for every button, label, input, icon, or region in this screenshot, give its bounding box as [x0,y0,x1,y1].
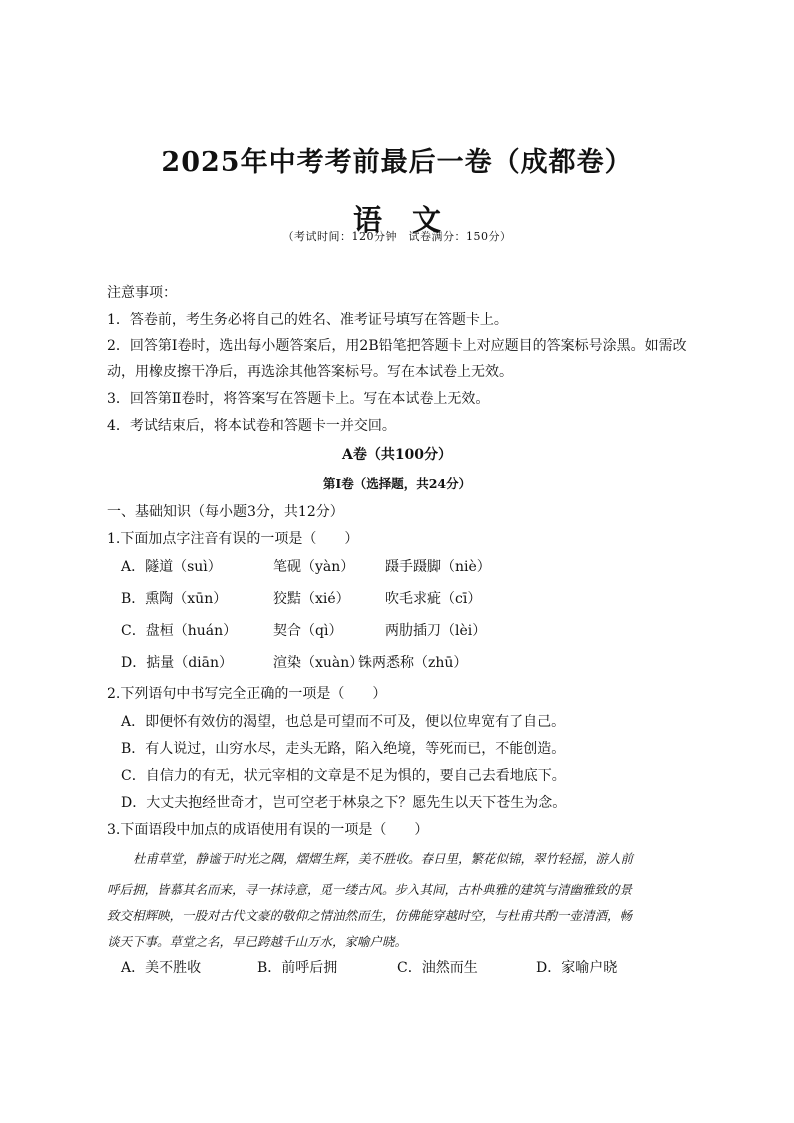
q1-option-cell: 契合（qì） [273,623,343,639]
exam-info: （考试时间：120分钟 试卷满分：150分） [282,230,512,243]
section-basic-heading: 一、基础知识（每小题3分，共12分） [107,504,344,520]
q2-option: B．有人说过，山穷水尽，走头无路，陷入绝境，等死而已，不能创造。 [121,741,566,757]
q2-stem: 2.下列语句中书写完全正确的一项是（ ） [107,686,387,702]
q3-answer-option: B．前呼后拥 [257,960,338,976]
part-one-heading: 第Ⅰ卷（选择题，共24分） [322,476,472,491]
q2-option: A．即便怀有效仿的渴望，也总是可望而不可及，便以位卑宽有了自己。 [121,714,566,730]
q1-option-cell: 笔砚（yàn） [273,559,355,575]
q1-option-cell: D．掂量（diān） [121,655,234,671]
note-item: 2．回答第Ⅰ卷时，选出每小题答案后，用2B铅笔把答题卡上对应题目的答案标号涂黑。如需改 [107,338,687,354]
subject-title: 语文 [352,203,471,237]
q3-answer-option: A．美不胜收 [121,960,202,976]
q1-option-cell: C．盘桓（huán） [121,623,238,639]
q1-option-cell: 铢两悉称（zhū） [358,655,468,671]
q3-answer-option: D．家喻户晓 [536,960,618,976]
q2-option: D．大丈夫抱经世奇才，岂可空老于林泉之下？愿先生以天下苍生为念。 [121,795,567,811]
q1-option-cell: 吹毛求疵（cī） [385,591,482,607]
q1-option-cell: 渲染（xuàn） [273,655,364,671]
note-item: 4．考试结束后，将本试卷和答题卡一并交回。 [107,418,396,434]
q1-option-cell: 蹑手蹑脚（niè） [385,559,491,575]
q1-option-cell: 两肋插刀（lèi） [385,623,487,639]
q3-passage-line: 谈天下事。草堂之名，早已跨越千山万水，家喻户晓。 [107,934,408,949]
note-item: 动，用橡皮擦干净后，再选涂其他答案标号。写在本试卷上无效。 [107,364,513,380]
paper-a-heading: A卷（共100分） [341,447,453,463]
q3-stem: 3.下面语段中加点的成语使用有误的一项是（ ） [107,822,429,838]
q1-option-cell: B．熏陶（xūn） [121,591,228,607]
exam-title: 2025年中考考前最后一卷（成都卷） [161,147,633,178]
note-item: 1．答卷前，考生务必将自己的姓名、准考证号填写在答题卡上。 [107,312,508,328]
q3-passage-line: 呼后拥，皆慕其名而来，寻一抹诗意，觅一缕古风。步入其间，古朴典雅的建筑与清幽雅致的景 [107,882,633,897]
q3-answer-option: C．油然而生 [397,960,478,976]
note-item: 3．回答第Ⅱ卷时，将答案写在答题卡上。写在本试卷上无效。 [107,391,490,407]
q2-option: C．自信力的有无，状元宰相的文章是不足为惧的，要自己去看地底下。 [121,768,566,784]
q3-passage-line: 杜甫草堂，静谧于时光之隅，熠熠生辉，美不胜收。春日里，繁花似锦，翠竹轻摇，游人前 [133,851,634,866]
q1-option-cell: 狡黠（xié） [273,591,350,607]
q1-stem: 1.下面加点字注音有误的一项是（ ） [107,531,359,547]
q3-passage-line: 致交相辉映，一股对古代文豪的敬仰之情油然而生，仿佛能穿越时空，与杜甫共酌一壶清酒，畅 [107,908,633,923]
notes-heading: 注意事项： [107,285,177,301]
q1-option-cell: A．隧道（suì） [121,559,222,575]
q3-answer-row [121,958,681,978]
